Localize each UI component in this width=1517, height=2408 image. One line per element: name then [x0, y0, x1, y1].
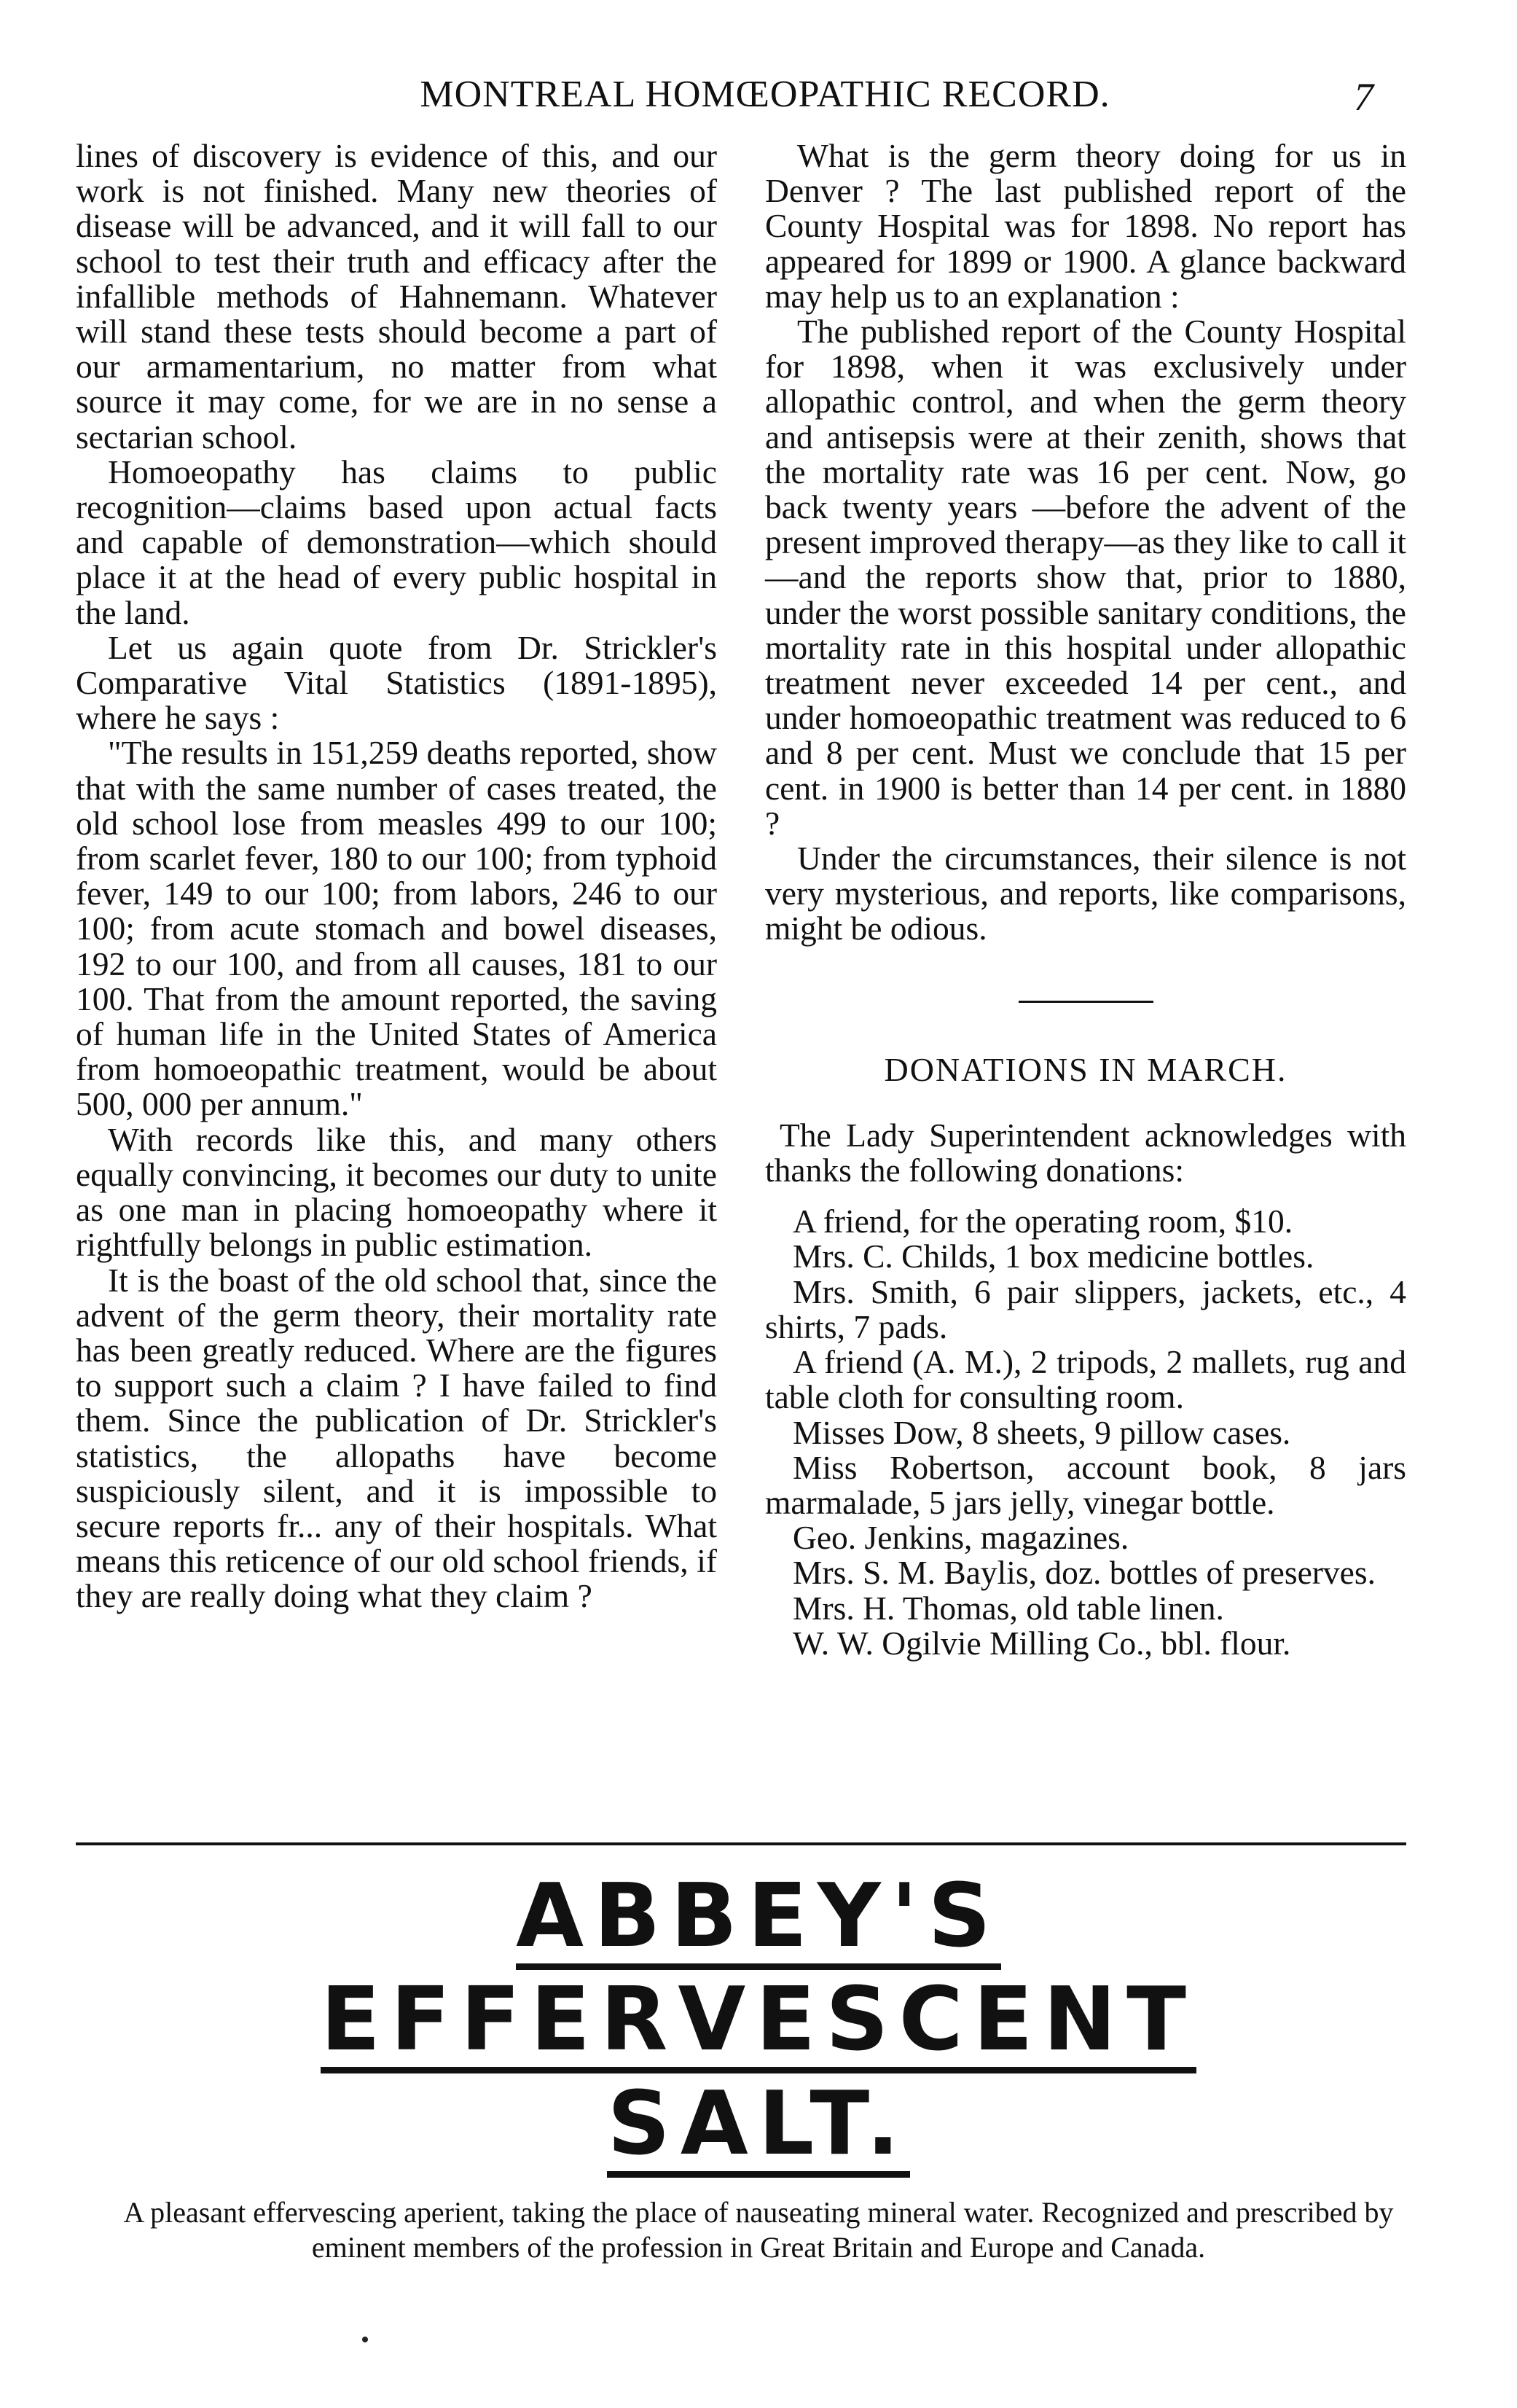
ad-title-line-2 — [0, 1969, 1517, 2073]
ad-description: A pleasant effervescing aperient, taking the place of nauseating mineral water. Recognized and prescribed by eminent members of the profession in Great Britain and Europe and Canada. — [123, 2196, 1394, 2264]
list-item: A friend (A. M.), 2 tripods, 2 mallets, rug and table cloth for consulting room. — [765, 1343, 1406, 1416]
paragraph: What is the germ theory doing for us in Denver ? The last published report of the County Hospital was for 1898. No report has appeared for 1899 or 1900. A glance backward may help us to an explanation : — [765, 137, 1406, 315]
list-item: Mrs. S. M. Baylis, doz. bottles of preserves. — [793, 1554, 1376, 1592]
paragraph: lines of discovery is evidence of this, and our work is not finished. Many new theories of disease will be advanced, and it will fall to our school to test their truth and efficacy after the infallible methods of Hahnemann. Whatever will stand these tests should become a part of our armamentarium, no matter from what source it may come, for we are in no sense a sectarian school. — [76, 137, 717, 456]
right-column — [765, 138, 1406, 1661]
list-item: Mrs. H. Thomas, old table linen. — [793, 1589, 1224, 1627]
list-item: W. W. Ogilvie Milling Co., bbl. flour. — [793, 1624, 1291, 1662]
ad-title-text: ABBEY'S — [516, 1873, 1001, 1970]
list-item: Geo. Jenkins, magazines. — [793, 1519, 1129, 1557]
running-header: MONTREAL HOMŒOPATHIC RECORD. — [420, 74, 1110, 115]
paragraph: Under the circumstances, their silence is not very mysterious, and reports, like comparisons, might be odious. — [765, 840, 1406, 947]
donations-list — [765, 1204, 1406, 1661]
ad-title-line-3 — [0, 2073, 1517, 2178]
section-divider — [1019, 1001, 1153, 1003]
ad-title-text: SALT. — [607, 2081, 909, 2178]
donations-heading: DONATIONS IN MARCH. — [884, 1050, 1287, 1088]
ad-title-line-1 — [0, 1866, 1517, 1970]
list-item: A friend, for the operating room, $10. — [793, 1203, 1293, 1240]
paragraph: Homoeopathy has claims to public recognition—claims based upon actual facts and capable of demonstration—which should place it at the head of every public hospital in the land. — [76, 453, 717, 631]
donations-intro: The Lady Superintendent acknowledges with thanks the following donations: — [765, 1116, 1406, 1189]
paragraph: Let us again quote from Dr. Strickler's Comparative Vital Statistics (1891-1895), where he says : — [76, 628, 717, 737]
paragraph: It is the boast of the old school that, since the advent of the germ theory, their mortality rate has been greatly reduced. Where are the figures to support such a claim ? I have failed to find them. Since the publication of Dr. Strickler's statistics, the allopaths have become suspiciously silent, and it is impossible to secure reports fr... any of their hospitals. What means this reticence of our old school friends, if they are really doing what they claim ? — [76, 1261, 717, 1615]
left-column — [76, 138, 717, 1614]
ad-title-text: EFFERVESCENT — [321, 1977, 1196, 2073]
list-item: Mrs. C. Childs, 1 box medicine bottles. — [793, 1238, 1314, 1275]
print-speck — [362, 2337, 368, 2342]
paragraph: The published report of the County Hospital for 1898, when it was exclusively under allopathic control, and when the germ theory and antisepsis were at their zenith, shows that the mortality rate was 16 per cent. Now, go back twenty years —before the advent of the present improved therapy—as they like to call it—and the reports show that, prior to 1880, under the worst possible sanitary conditions, the mortality rate in this hospital under allopathic treatment never exceeded 14 per cent., and under homoeopathic treatment was reduced to 6 and 8 per cent. Must we conclude that 15 per cent. in 1900 is better than 14 per cent. in 1880 ? — [765, 313, 1406, 842]
list-item: Mrs. Smith, 6 pair slippers, jackets, etc., 4 shirts, 7 pads. — [765, 1273, 1406, 1345]
advertisement-divider — [76, 1842, 1406, 1845]
list-item: Miss Robertson, account book, 8 jars marmalade, 5 jars jelly, vinegar bottle. — [765, 1448, 1406, 1521]
page-number: 7 — [1354, 75, 1373, 119]
quotation-paragraph: "The results in 151,259 deaths reported, show that with the same number of cases treated, the old school lose from measles 499 to our 100; from scarlet fever, 180 to our 100; from typhoid fever, 149 to our 100; from labors, 246 to our 100; from acute stomach and bowel diseases, 192 to our 100, and from all causes, 181 to our 100. That from the amount reported, the saving of human life in the United States of America from homoeopathic treatment, would be about 500, 000 per annum." — [76, 734, 717, 1123]
list-item: Misses Dow, 8 sheets, 9 pillow cases. — [793, 1413, 1291, 1451]
paragraph: With records like this, and many others equally convincing, it becomes our duty to unite as one man in placing homoeopathy where it rightfully belongs in public estimation. — [76, 1120, 717, 1264]
